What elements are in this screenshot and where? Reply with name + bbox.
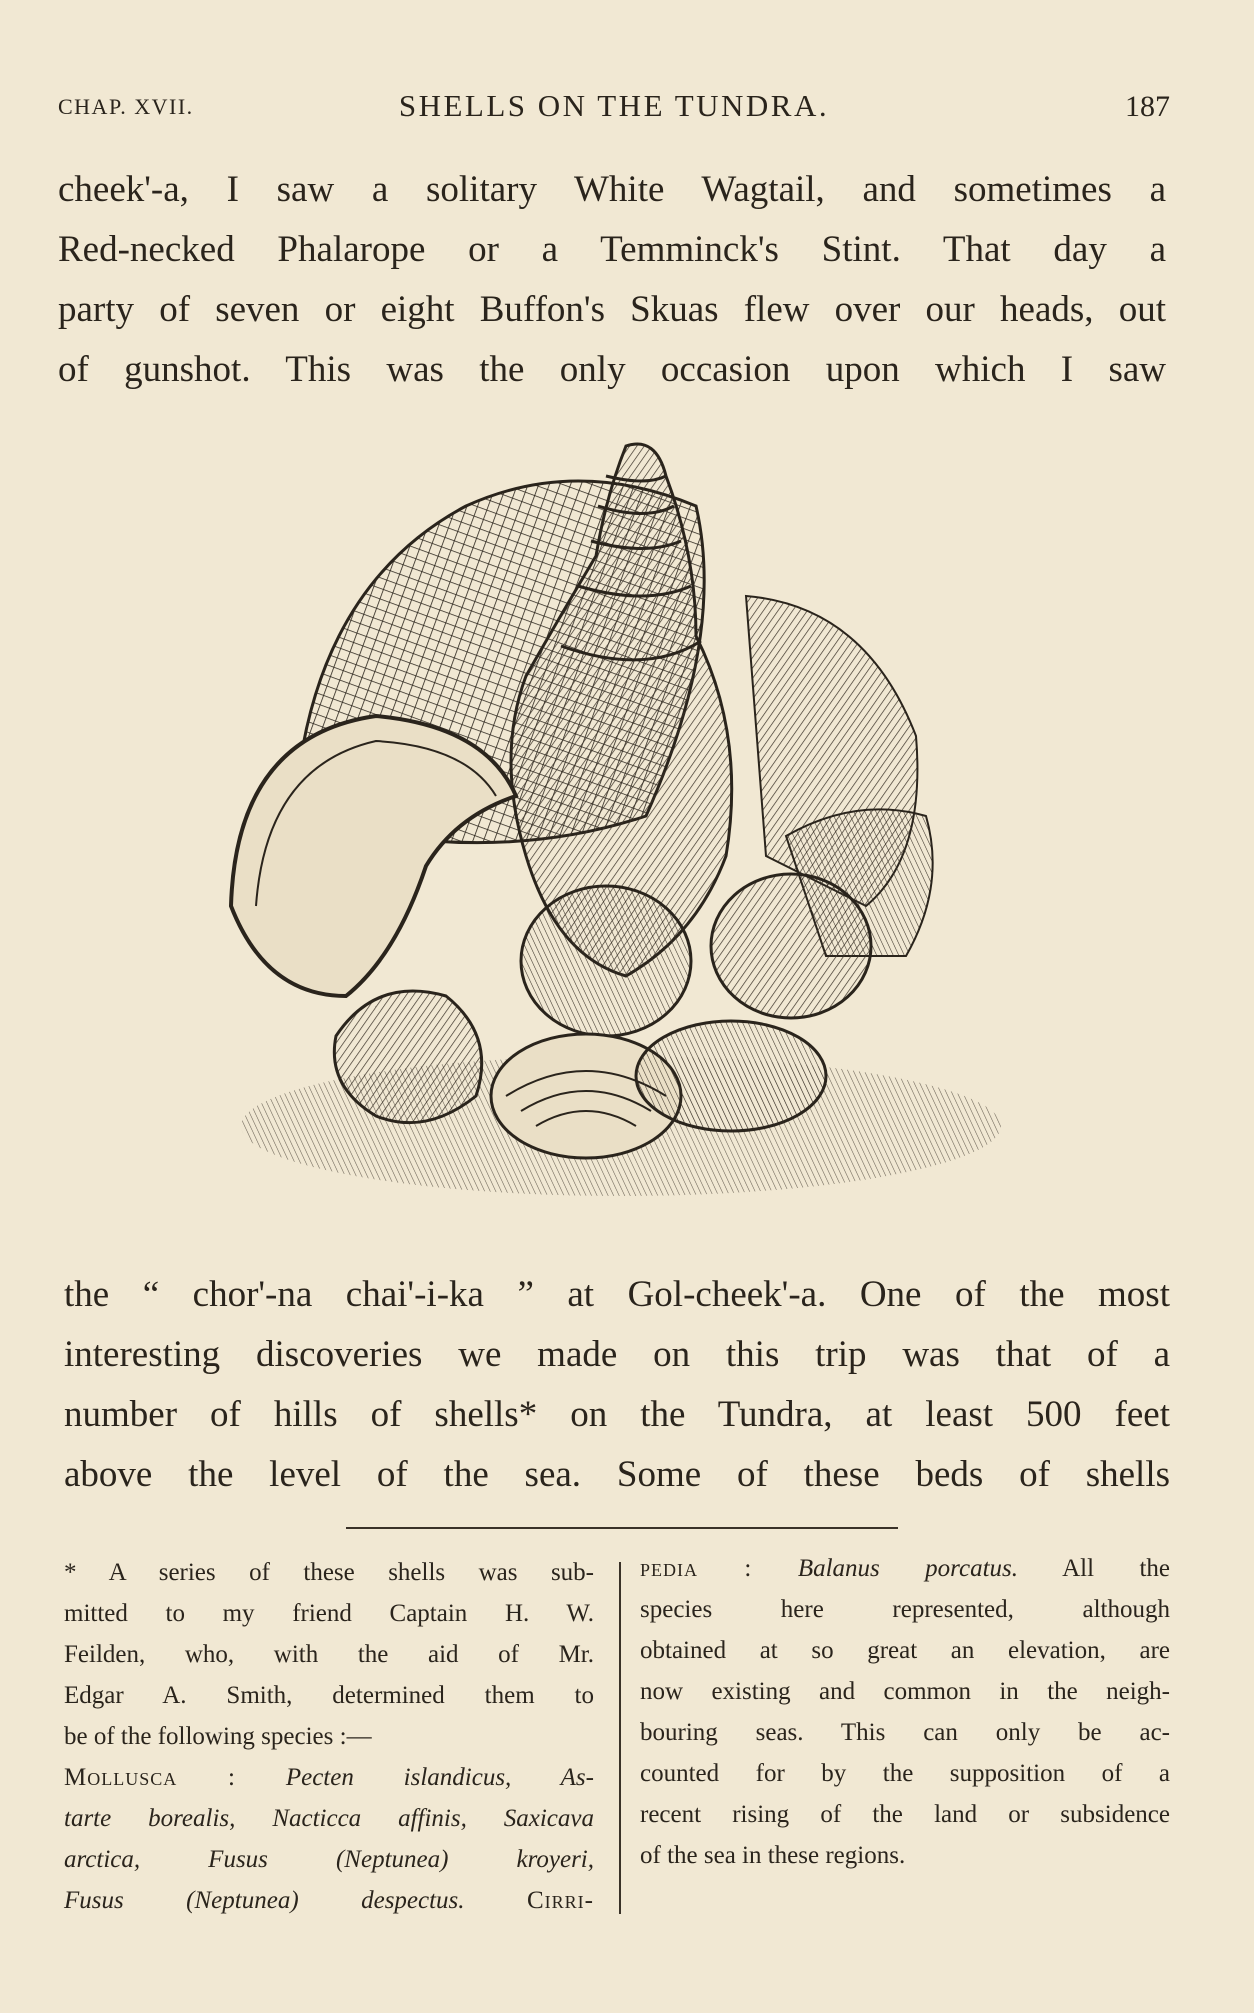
body-paragraph-top [58,160,1166,400]
footnote-right-column [640,1548,1170,1876]
text-line: Red-necked Phalarope or a Temminck's Stint. That day a [58,229,1166,270]
footnote-line: arctica, Fusus (Neptunea) kroyeri, [64,1846,594,1873]
species-text: Pecten islandicus, As- [285,1764,594,1791]
text-line: number of hills of shells* on the Tundra, at least 500 feet [64,1394,1170,1435]
running-head [58,88,1170,128]
footnote-rule [346,1527,898,1529]
open-clam-shell [231,716,516,996]
footnote-line: recent rising of the land or subsidence [640,1801,1170,1828]
natica-shell [521,886,691,1036]
text-line: interesting discoveries we made on this trip was that of a [64,1334,1170,1375]
footnote-line: counted for by the supposition of a [640,1760,1170,1787]
footnote-line: bouring seas. This can only be ac- [640,1719,1170,1746]
shells-engraving [226,436,1016,1226]
footnote-line: obtained at so great an elevation, are [640,1637,1170,1664]
footnote-line: Feilden, who, with the aid of Mr. [64,1641,594,1668]
footnote-line: Edgar A. Smith, determined them to [64,1682,594,1709]
body-paragraph-bottom [64,1265,1170,1505]
footnote-line [64,1757,594,1798]
text-line: above the level of the sea. Some of these beds of shells [64,1454,1170,1495]
footnote-text: All the [1062,1555,1170,1582]
footnote-line: be of the following species :— [64,1723,372,1750]
cirripedia-label: Cirri- [527,1887,594,1914]
running-title: SHELLS ON THE TUNDRA. [398,88,830,123]
footnote-line: tarte borealis, Nacticca affinis, Saxicava [64,1805,594,1832]
footnote-column-divider [619,1562,621,1914]
bivalve-shell-right [636,1021,826,1131]
footnote-left-column [64,1552,594,1921]
mollusca-label: Mollusca : [64,1764,236,1791]
footnote-line: now existing and common in the neigh- [640,1678,1170,1705]
species-text: Fusus (Neptunea) despectus. [64,1887,465,1914]
footnote-line: * A series of these shells was sub- [64,1559,594,1586]
footnote-line: mitted to my friend Captain H. W. [64,1600,594,1627]
page-number: 187 [1125,90,1170,123]
species-text: Balanus porcatus. [797,1555,1019,1582]
footnote-line: of the sea in these regions. [640,1842,906,1869]
footnote-line [640,1548,1170,1589]
chapter-label: CHAP. XVII. [58,94,194,119]
footnote-line [64,1880,594,1921]
text-line: cheek'-a, I saw a solitary White Wagtail, and sometimes a [58,169,1166,210]
text-line: the “ chor'-na chai'-i-ka ” at Gol-cheek'-a. One of the most [64,1274,1170,1315]
footnote-line: species here represented, although [640,1596,1170,1623]
whelk-shell [334,991,481,1123]
text-line: party of seven or eight Buffon's Skuas flew over our heads, out [58,289,1166,330]
pedia-label: pedia : [640,1555,753,1582]
text-line: of gunshot. This was the only occasion upon which I saw [58,349,1166,390]
round-shell [711,874,871,1018]
